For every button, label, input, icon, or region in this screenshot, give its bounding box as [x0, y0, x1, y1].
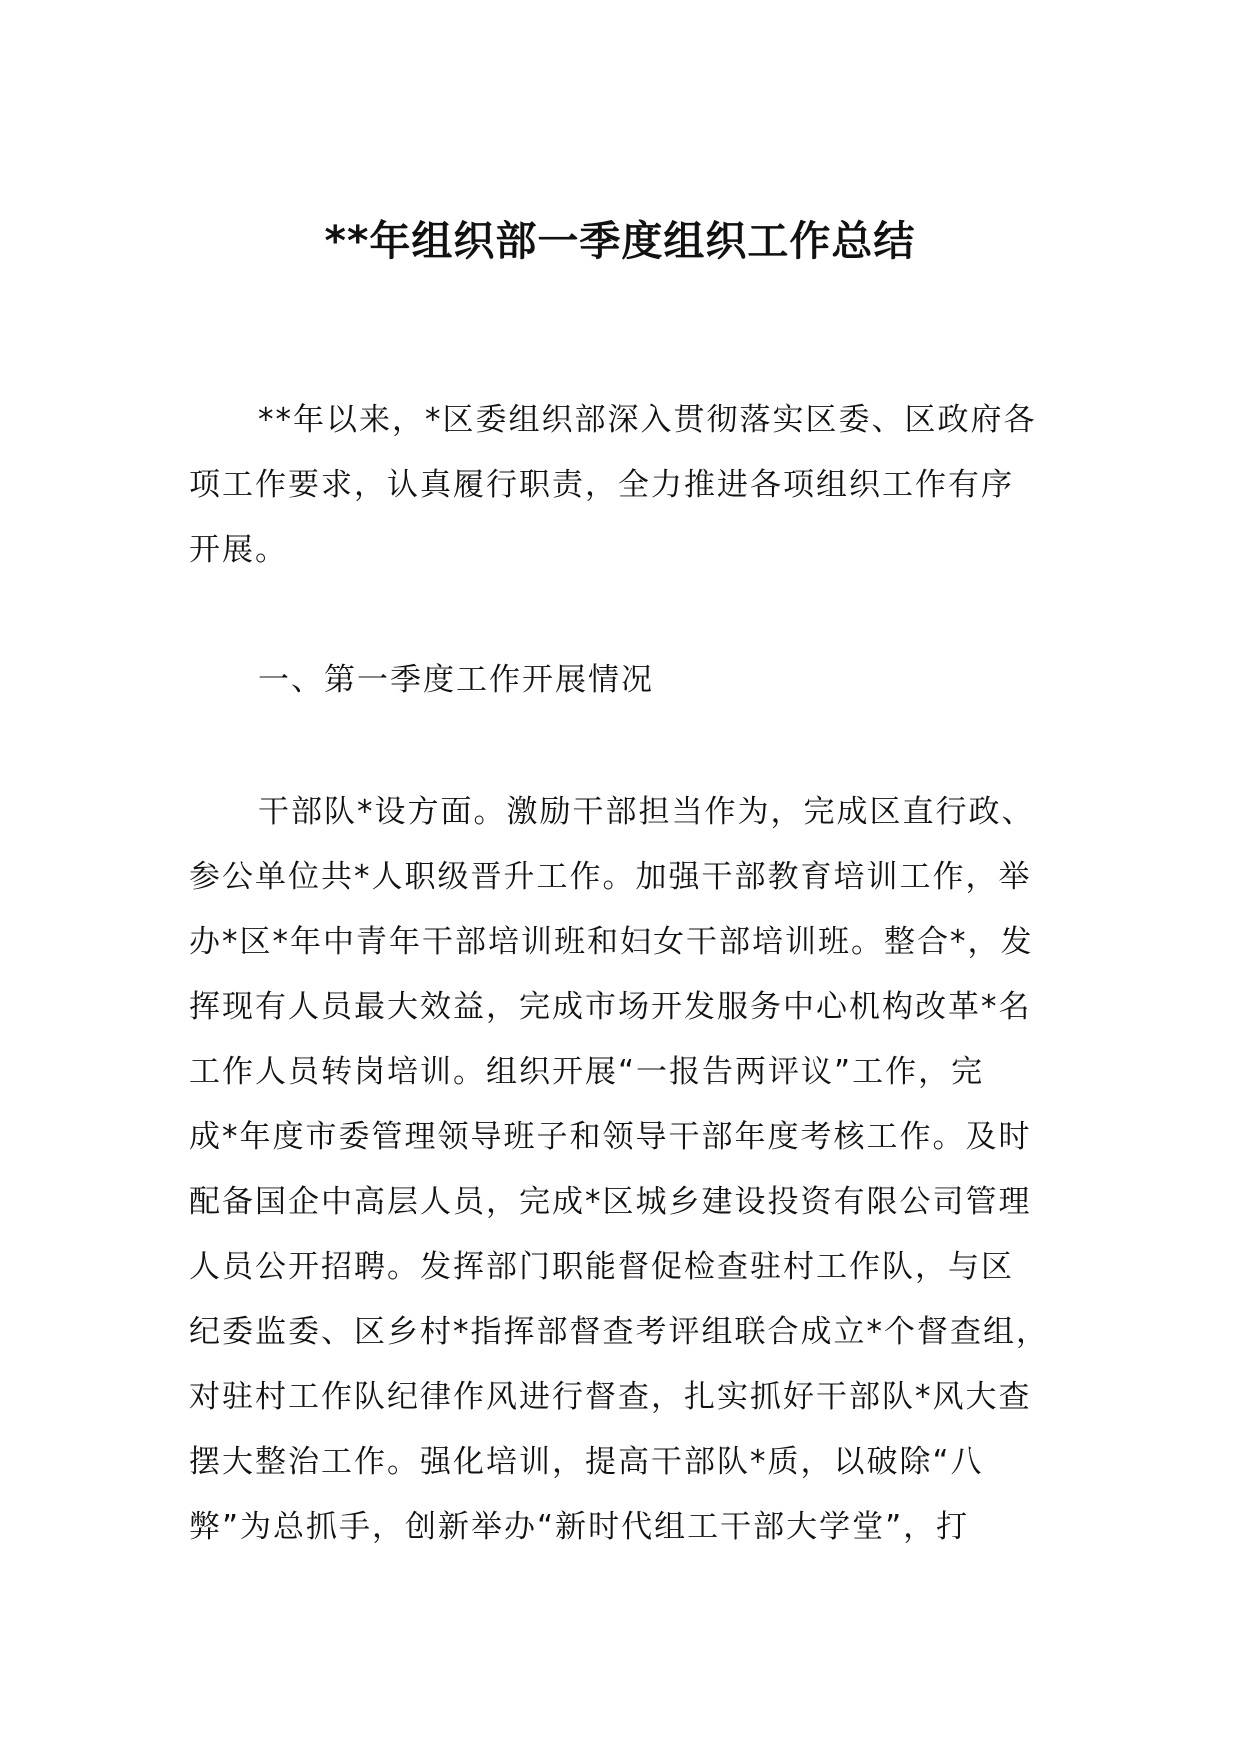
document-title: **年组织部一季度组织工作总结 — [324, 217, 916, 265]
body-line: 人员公开招聘。发挥部门职能督促检查驻村工作队，与区 — [189, 1249, 1014, 1285]
body-line: 成*年度市委管理领导班子和领导干部年度考核工作。及时 — [189, 1119, 1032, 1155]
body-line: 配备国企中高层人员，完成*区城乡建设投资有限公司管理 — [189, 1184, 1032, 1220]
body-line: 参公单位共*人职级晋升工作。加强干部教育培训工作，举 — [189, 859, 1032, 895]
intro-line: **年以来，*区委组织部深入贯彻落实区委、区政府各 — [258, 402, 1037, 438]
body-line: 干部队*设方面。激励干部担当作为，完成区直行政、 — [258, 794, 1035, 830]
section-heading: 一、第一季度工作开展情况 — [258, 662, 654, 698]
body-line: 弊”为总抓手，创新举办“新时代组工干部大学堂”，打 — [189, 1509, 970, 1545]
body-line: 挥现有人员最大效益，完成市场开发服务中心机构改革*名 — [189, 989, 1032, 1025]
body-line: 对驻村工作队纪律作风进行督查，扎实抓好干部队*风大查 — [189, 1379, 1032, 1415]
body-line: 摆大整治工作。强化培训，提高干部队*质，以破除“八 — [189, 1444, 984, 1480]
body-line: 纪委监委、区乡村*指挥部督查考评组联合成立*个督查组， — [189, 1314, 1049, 1350]
body-line: 工作人员转岗培训。组织开展“一报告两评议”工作，完 — [189, 1054, 985, 1090]
intro-line: 开展。 — [189, 532, 288, 568]
intro-line: 项工作要求，认真履行职责，全力推进各项组织工作有序 — [189, 467, 1014, 503]
body-line: 办*区*年中青年干部培训班和妇女干部培训班。整合*，发 — [189, 924, 1034, 960]
